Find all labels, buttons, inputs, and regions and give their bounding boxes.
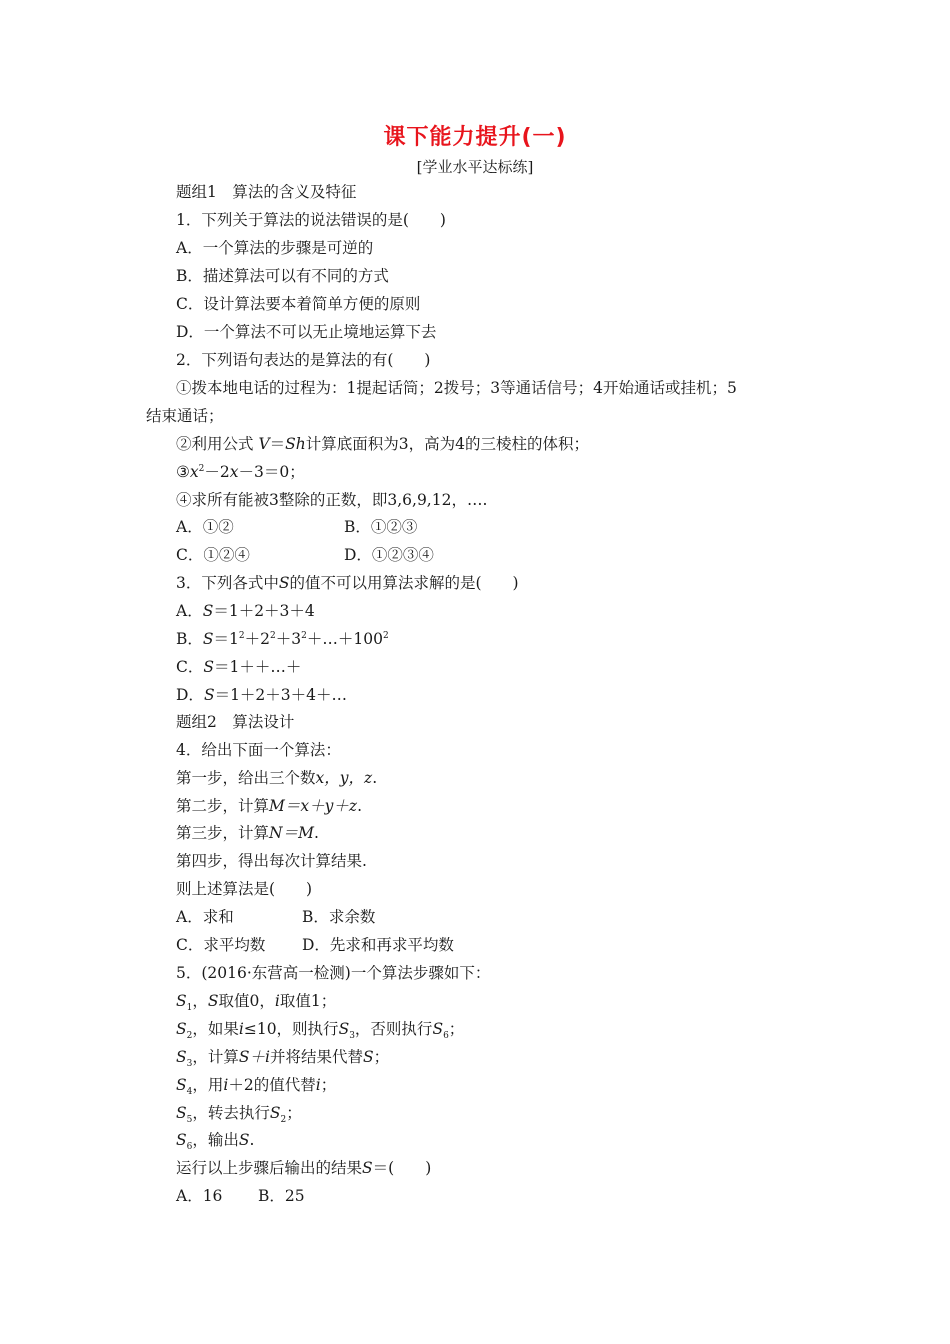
step-index: 4 xyxy=(186,1087,193,1098)
question-4-step-3 xyxy=(176,823,319,843)
question-4-option-b: B．求余数 xyxy=(302,908,376,926)
var-x: x xyxy=(229,463,239,481)
page-title: 课下能力提升(一) xyxy=(383,125,567,150)
var-s: S xyxy=(202,602,214,620)
step-text: ＋2的值代替 xyxy=(228,1076,316,1094)
question-text: ＝( ) xyxy=(372,1159,432,1177)
var-x: x xyxy=(189,463,199,481)
step-text: ，如果 xyxy=(192,1020,239,1038)
step-text: . xyxy=(249,1131,255,1149)
question-5-option-a: A．16 xyxy=(176,1187,223,1205)
question-4-step-1 xyxy=(176,768,377,788)
step-text: ，用 xyxy=(192,1076,224,1094)
var-i: i xyxy=(238,1020,244,1038)
var-s: S xyxy=(238,1131,250,1149)
var-s: S xyxy=(202,630,214,648)
equals: ＝ xyxy=(269,435,286,453)
step-index: 6 xyxy=(443,1031,449,1042)
var-s: S xyxy=(362,1159,373,1177)
exponent: 2 xyxy=(301,630,307,641)
step-index: 5 xyxy=(186,1115,193,1126)
question-1-stem: 1．下列关于算法的说法错误的是( ) xyxy=(176,211,446,229)
question-5-step-s4 xyxy=(176,1075,337,1098)
question-2-item-1-continued: 结束通话； xyxy=(146,407,224,425)
step-punct: . xyxy=(313,824,319,842)
question-4-step-2 xyxy=(176,796,362,816)
var-v: V xyxy=(258,435,270,453)
step-label: S xyxy=(176,1131,187,1149)
exponent: 2 xyxy=(198,463,205,474)
var-s: S xyxy=(203,658,214,676)
question-2-option-d: D．①②③④ xyxy=(344,546,434,564)
var-i: i xyxy=(223,1076,229,1094)
step-text: ，输出 xyxy=(192,1131,239,1149)
step-punct: . xyxy=(357,797,362,815)
step-text: ； xyxy=(286,1104,302,1122)
step-text: 取值1； xyxy=(279,992,337,1010)
group-1-heading: 题组1 算法的含义及特征 xyxy=(176,183,357,201)
question-2-stem: 2．下列语句表达的是算法的有( ) xyxy=(176,351,431,369)
question-1-option-b: B．描述算法可以有不同的方式 xyxy=(176,267,389,285)
question-3-stem xyxy=(176,573,519,593)
option-label: B． xyxy=(176,630,203,648)
question-5-option-b: B．25 xyxy=(258,1187,305,1205)
option-label: D． xyxy=(176,686,204,704)
step-ref: S xyxy=(432,1020,444,1038)
step-text: ≤10，则执行 xyxy=(243,1020,339,1038)
item-2-suffix: 计算底面积为3，高为4的三棱柱的体积； xyxy=(305,435,589,453)
option-expression: ＝1＋2＋3＋4＋… xyxy=(214,686,348,704)
stem-prefix: 3．下列各式中 xyxy=(176,574,279,592)
step-text: ，否则执行 xyxy=(354,1020,433,1038)
step-expression: M＝x＋y＋z xyxy=(269,797,358,815)
step-ref: S xyxy=(338,1020,350,1038)
step-text: 第三步，计算 xyxy=(176,824,270,842)
item-3-mid: －2 xyxy=(204,463,230,481)
step-label: S xyxy=(176,1076,187,1094)
stem-suffix: 的值不可以用算法求解的是( ) xyxy=(289,574,519,592)
question-4-option-a: A．求和 xyxy=(176,908,234,926)
step-expression: S＋i xyxy=(238,1048,270,1066)
step-index: 2 xyxy=(186,1031,193,1042)
question-4-option-d: D．先求和再求平均数 xyxy=(302,936,454,954)
step-index: 3 xyxy=(349,1031,355,1042)
exponent: 2 xyxy=(270,630,276,641)
question-4-question: 则上述算法是( ) xyxy=(176,880,313,898)
step-text: 并将结果代替 xyxy=(269,1048,363,1066)
exponent: 2 xyxy=(238,630,245,641)
question-5-step-s3 xyxy=(176,1047,390,1070)
var-s: S xyxy=(278,574,290,592)
question-2-item-3 xyxy=(176,462,305,482)
option-label: A． xyxy=(176,602,203,620)
var-i: i xyxy=(274,992,280,1010)
option-label: C． xyxy=(176,658,204,676)
var-i: i xyxy=(315,1076,321,1094)
step-text: ，转去执行 xyxy=(192,1104,270,1122)
var-sh: Sh xyxy=(285,435,306,453)
step-index: 3 xyxy=(186,1059,193,1070)
group-2-heading: 题组2 算法设计 xyxy=(176,713,295,731)
section-subtitle: [学业水平达标练] xyxy=(416,158,534,176)
option-expression: ＝1＋2＋3＋4 xyxy=(213,602,315,620)
step-punct: . xyxy=(372,769,378,787)
step-text: ； xyxy=(320,1076,337,1094)
question-5-step-s6 xyxy=(176,1130,255,1153)
var-s: S xyxy=(207,992,219,1010)
step-text: ； xyxy=(373,1048,390,1066)
step-expression: N＝M xyxy=(269,824,314,842)
item-2-prefix: ②利用公式 xyxy=(176,435,259,453)
step-label: S xyxy=(176,1020,187,1038)
step-vars: x，y，z xyxy=(315,769,373,787)
question-2-item-2 xyxy=(176,434,589,454)
question-2-option-a: A．①② xyxy=(176,518,234,536)
option-expression: ＝1＋＋…＋ xyxy=(214,658,302,676)
step-ref: S xyxy=(269,1104,281,1122)
step-text: 第二步，计算 xyxy=(176,797,270,815)
question-1-option-c: C．设计算法要本着简单方便的原则 xyxy=(176,295,421,313)
expr-part: ＋…＋100 xyxy=(306,630,383,648)
var-s: S xyxy=(362,1048,374,1066)
expr-part: ＝1 xyxy=(213,630,239,648)
question-1-option-a: A．一个算法的步骤是可逆的 xyxy=(176,239,374,257)
question-5-step-s5 xyxy=(176,1103,302,1126)
item-3-suffix: －3＝0； xyxy=(238,463,305,481)
step-label: S xyxy=(176,1104,187,1122)
step-text: ； xyxy=(448,1020,465,1038)
question-3-option-b xyxy=(176,629,389,649)
item-3-prefix: ③ xyxy=(176,463,190,481)
step-text: ，计算 xyxy=(192,1048,239,1066)
question-5-question xyxy=(176,1158,431,1178)
expr-part: ＋3 xyxy=(275,630,302,648)
question-5-stem: 5．(2016·东营高一检测)一个算法步骤如下： xyxy=(176,964,491,982)
question-2-option-b: B．①②③ xyxy=(344,518,418,536)
question-3-option-d xyxy=(176,685,347,705)
question-5-step-s2 xyxy=(176,1019,465,1042)
var-s: S xyxy=(203,686,215,704)
question-1-option-d: D．一个算法不可以无止境地运算下去 xyxy=(176,323,437,341)
step-index: 6 xyxy=(186,1142,193,1153)
question-2-option-c: C．①②④ xyxy=(176,546,250,564)
question-3-option-c xyxy=(176,657,301,677)
expr-part: ＋2 xyxy=(244,630,270,648)
step-text: 取值0， xyxy=(218,992,275,1010)
step-index: 1 xyxy=(186,1003,193,1014)
step-text: 第一步，给出三个数 xyxy=(176,769,316,787)
exponent: 2 xyxy=(382,630,389,641)
step-label: S xyxy=(176,992,187,1010)
question-5-step-s1 xyxy=(176,991,337,1014)
step-label: S xyxy=(176,1048,187,1066)
question-2-item-1: ①拨本地电话的过程为：1提起话筒；2拨号；3等通话信号；4开始通话或挂机；5 xyxy=(176,379,737,397)
question-3-option-a xyxy=(176,601,315,621)
step-index: 2 xyxy=(280,1115,287,1126)
question-4-step-4: 第四步，得出每次计算结果. xyxy=(176,852,367,870)
question-4-option-c: C．求平均数 xyxy=(176,936,266,954)
step-text: ， xyxy=(192,992,208,1010)
question-2-item-4: ④求所有能被3整除的正数，即3,6,9,12，…. xyxy=(176,491,488,509)
question-text: 运行以上步骤后输出的结果 xyxy=(176,1159,363,1177)
question-4-stem: 4．给出下面一个算法： xyxy=(176,741,341,759)
